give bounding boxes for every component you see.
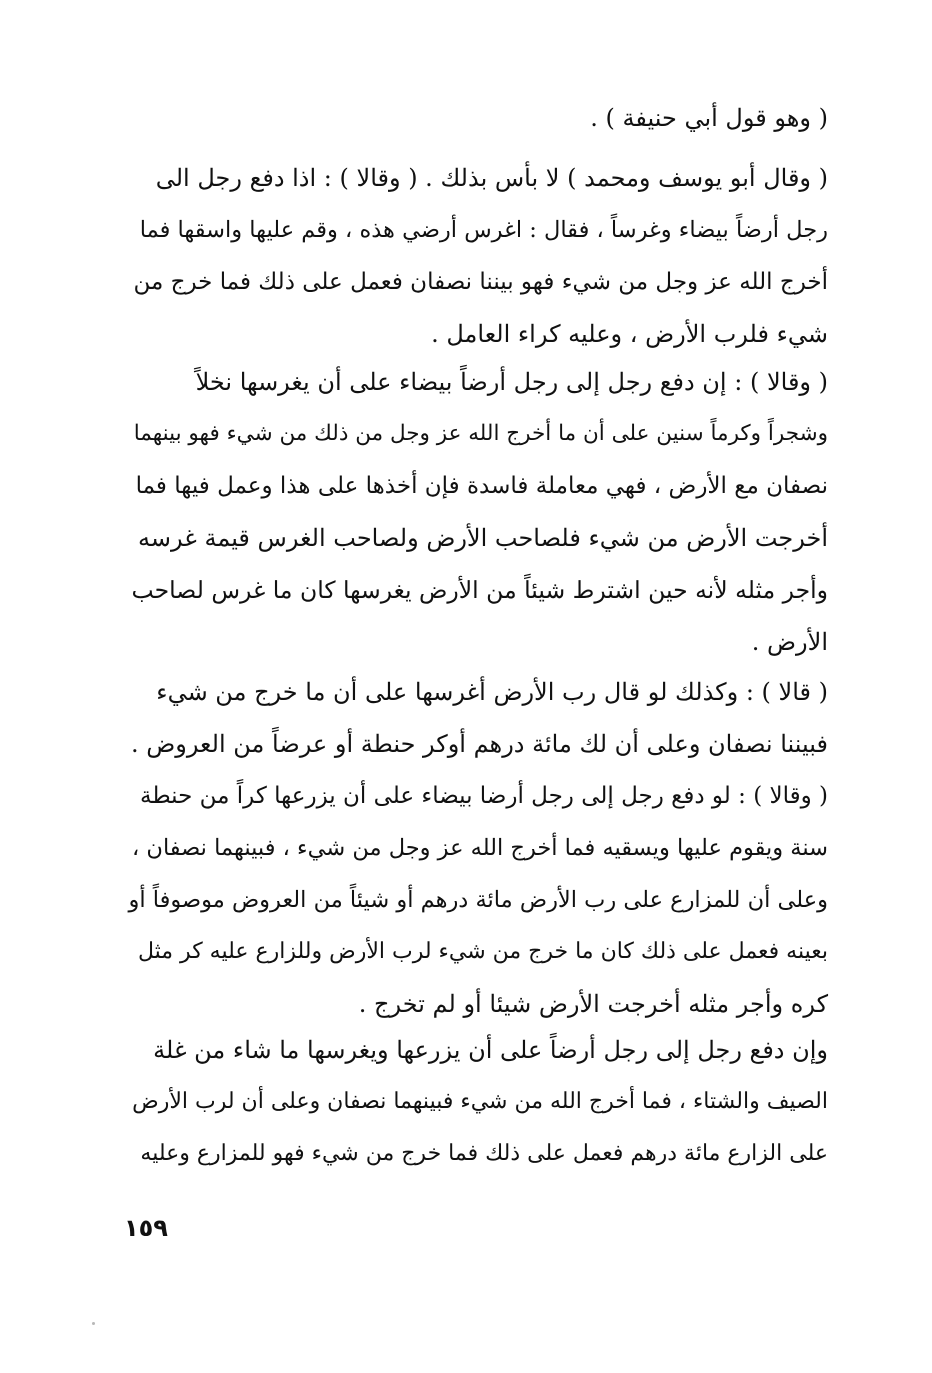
text-line: فبيننا نصفان وعلى أن لك مائة درهم أوكر حنطة أو عرضاً من العروض . bbox=[130, 730, 828, 758]
text-line: الأرض . bbox=[751, 628, 828, 656]
text-line: على الزارع مائة درهم فعمل على ذلك فما خرج من شيء فهو للمزارع وعليه bbox=[140, 1141, 828, 1166]
paragraph-1 bbox=[128, 92, 828, 144]
page-number: ١٥٩ bbox=[124, 1214, 168, 1242]
text-line: نصفان مع الأرض ، فهي معاملة فاسدة فإن أخذها على هذا وعمل فيها فما bbox=[135, 473, 828, 499]
text-line: وأجر مثله لأنه حين اشترط شيئاً من الأرض يغرسها كان ما غرس لصاحب bbox=[131, 576, 828, 604]
text-line: رجل أرضاً بيضاء وغرساً ، فقال : اغرس أرضي هذه ، وقم عليها واسقها فما bbox=[139, 217, 828, 243]
text-line: وشجراً وكرماً سنين على أن ما أخرج الله عز وجل من ذلك من شيء فهو بينهما bbox=[133, 421, 828, 446]
text-line: الصيف والشتاء ، فما أخرج الله من شيء فبينهما نصفان وعلى أن لرب الأرض bbox=[132, 1089, 828, 1114]
paragraph-5 bbox=[128, 1024, 828, 1180]
text-line: وإن دفع رجل إلى رجل أرضاً على أن يزرعها ويغرسها ما شاء من غلة bbox=[153, 1036, 828, 1064]
paragraph-4 bbox=[128, 666, 828, 1030]
scan-speck bbox=[92, 1322, 95, 1325]
text-line: سنة ويقوم عليها ويسقيه فما أخرج الله عز وجل من شيء ، فبينهما نصفان ، bbox=[132, 835, 828, 861]
text-line: ( وقال أبو يوسف ومحمد ) لا بأس بذلك . ( وقالا ) : اذا دفع رجل الى bbox=[155, 164, 828, 192]
text-line: كره وأجر مثله أخرجت الأرض شيئا أو لم تخرج . bbox=[358, 990, 828, 1018]
text-line: ( وقالا ) : إن دفع رجل إلى رجل أرضاً بيضاء على أن يغرسها نخلاً bbox=[195, 368, 828, 396]
text-line: أخرج الله عز وجل من شيء فهو بيننا نصفان فعمل على ذلك فما خرج من bbox=[133, 269, 828, 295]
text-line: ( وهو قول أبي حنيفة ) . bbox=[590, 104, 828, 132]
text-line: بعينه فعمل على ذلك كان ما خرج من شيء لرب الأرض وللزارع عليه كر مثل bbox=[137, 939, 828, 964]
text-line: وعلى أن للمزارع على رب الأرض مائة درهم أو شيئاً من العروض موصوفاً أو bbox=[128, 887, 828, 913]
text-line: ( قالا ) : وكذلك لو قال رب الأرض أغرسها على أن ما خرج من شيء bbox=[156, 678, 828, 706]
text-line: أخرجت الأرض من شيء فلصاحب الأرض ولصاحب الغرس قيمة غرسه bbox=[138, 524, 828, 552]
paragraph-2 bbox=[128, 152, 828, 360]
text-line: ( وقالا ) : لو دفع رجل إلى رجل أرضا بيضاء على أن يزرعها كراً من حنطة bbox=[139, 783, 828, 809]
text-line: شيء فلرب الأرض ، وعليه كراء العامل . bbox=[431, 320, 828, 348]
paragraph-3 bbox=[128, 356, 828, 668]
